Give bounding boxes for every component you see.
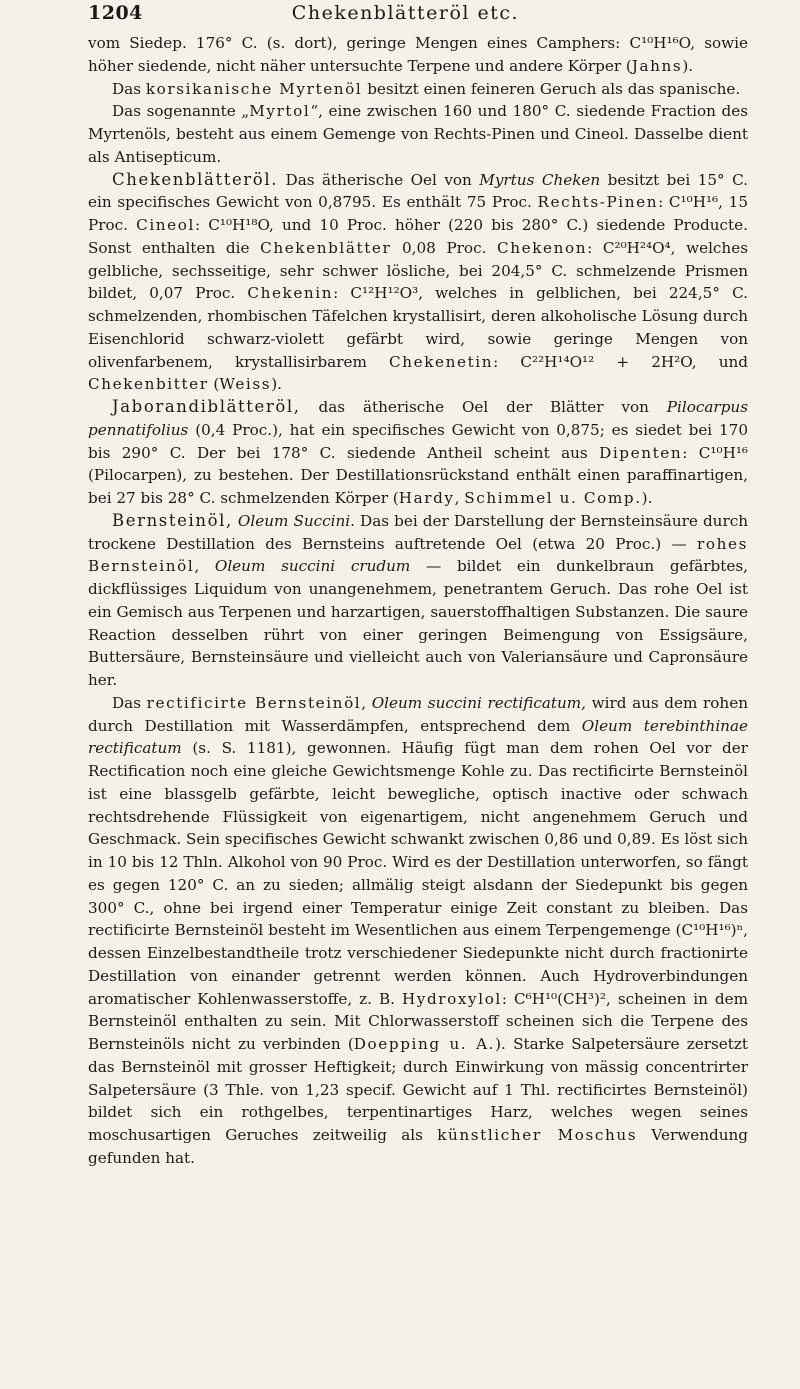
text-run: Das: [112, 79, 146, 98]
author-name: Jahns: [631, 56, 683, 75]
text-run: : C⁶H¹⁰(CH³)², scheinen in dem Bernsteinöl enthalten zu sein. Mit Chlorwasserstoff scheinen sich die Terpene des Bernsteinöls nicht zu verbinden (: [88, 989, 748, 1053]
text-run: (: [208, 375, 220, 394]
text-run: wird aus dem rohen durch Destillation mit Wasserdämpfen, entsprechend dem: [88, 693, 748, 735]
author-name: Hardy: [398, 489, 455, 507]
spaced-term: korsikanische Myrtenöl: [145, 79, 363, 98]
text-run: 0,08 Proc.: [391, 238, 498, 257]
spaced-term: rohes Bernsteinöl: [88, 534, 748, 576]
spaced-term: Chekenin: [247, 284, 334, 303]
text-run: ).: [641, 489, 653, 507]
text-run: Das: [112, 693, 147, 712]
page-header: [88, 2, 748, 32]
text-run: ,: [454, 489, 465, 507]
text-run: besitzt bei 15° C. ein specifisches Gewicht von 0,8795. Es enthält 75 Proc.: [88, 170, 748, 212]
text-run: : C²⁰H²⁴O⁴, welches gelbliche, sechsseitige, sehr schwer lösliche, bei 204,5° C. schmelzende Prismen bildet, 0,07 Proc.: [88, 238, 748, 303]
text-run: das ätherische Oel der Blätter von: [300, 398, 667, 416]
author-name: Schimmel u. Comp.: [464, 489, 642, 507]
latin-name: Oleum terebinthinae rectificatum: [88, 716, 749, 758]
page-number: 1204: [88, 2, 143, 24]
text-run: Das ätherische Oel von: [278, 170, 480, 189]
text-run: — bildet ein dunkelbraun gefärbtes, dickflüssiges Liquidum von unangenehmem, penetrantem Geruch. Das rohe Oel ist ein Gemisch aus Terpenen und harzartigen, sauerstoffhaltigen Substanzen. Die saure Reaction desselben rührt von einer geringen Beimengung von Essigsäure, Buttersäure, Bernsteinsäure und vielleicht auch von Valeriansäure und Capronsäure her.: [88, 557, 748, 689]
text-run: ,: [194, 557, 215, 576]
text-run: (0,4 Proc.), hat ein specifisches Gewicht von 0,875; es siedet bei 170 bis 290° C. Der bei 178° C. siedende Antheil scheint aus: [88, 420, 748, 462]
paragraph-myrtenoel-continued: [88, 32, 748, 78]
author-name: Doepping u. A.: [353, 1035, 496, 1053]
text-run: Das bei der Darstellung der Bernsteinsäure durch trockene Destillation des Bernsteins auftretende Oel (etwa 20 Proc.) —: [88, 511, 749, 553]
latin-name: Pilocarpus pennatifolius: [88, 398, 748, 439]
text-run: “, eine zwischen 160 und 180° C. siedende Fraction des Myrtenöls, besteht aus einem Gemenge von Rechts-Pinen und Cineol. Dasselbe dient als Antisepticum.: [88, 102, 749, 166]
spaced-term: Dipenten: [599, 443, 683, 462]
paragraph-rectificirtes-bernsteinoel: [88, 692, 748, 1170]
spaced-term: Chekenon: [497, 238, 588, 257]
text-run: ).: [271, 375, 282, 394]
text-run: Das sogenannte „: [112, 102, 250, 121]
running-title: Chekenblätteröl etc.: [291, 2, 520, 24]
text-run: : C¹⁰H¹⁶, 15 Proc.: [88, 193, 748, 234]
text-run: ,: [361, 693, 372, 712]
spaced-term: Rechts-Pinen: [537, 193, 659, 212]
text-run: Verwendung gefunden hat.: [88, 1126, 748, 1167]
text-run: ). Starke Salpetersäure zersetzt das Bernsteinöl mit grosser Heftigkeit; durch Einwirkung von mässig concentrirter Salpetersäure (3 Thle. von 1,23 specif. Gewicht auf 1 Thl. rectificirtes Bernsteinöl) bildet sich ein rothgelbes, terpentinartiges Harz, welches wegen seines moschusartigen Geruches zeitweilig als: [88, 1035, 748, 1144]
text-run: besitzt einen feineren Geruch als das spanische.: [362, 79, 741, 98]
text-run: : C¹²H¹²O³, welches in gelblichen, bei 224,5° C. schmelzenden, rhombischen Täfelchen krystallisirt, deren alkoholische Lösung durch Eisenchlorid schwarz-violett gefärbt wird, sowie geringe Mengen von olivenfarbenem, krystallisirbarem: [88, 284, 748, 371]
paragraph-myrtol: [88, 100, 748, 168]
spaced-term: Hydroxylol: [401, 989, 502, 1008]
text-run: vom Siedep. 176° C. (s. dort), geringe Mengen eines Camphers: C¹⁰H¹⁶O, sowie höher siedende, nicht näher untersuchte Terpene und andere Körper (: [88, 34, 748, 75]
latin-name: Myrtus Cheken: [479, 170, 601, 189]
spaced-term: Cineol: [136, 216, 195, 234]
spaced-term: künstlicher Moschus: [437, 1126, 638, 1144]
text-run: : C¹⁰H¹⁸O, und 10 Proc. höher (220 bis 280° C.) siedende Producte. Sonst enthalten die: [88, 216, 748, 257]
paragraph-jaborandiblaetteroel: [88, 396, 748, 510]
paragraph-chekenblaetteroel: [88, 169, 748, 397]
text-run: : C¹⁰H¹⁶ (Pilocarpen), zu bestehen. Der Destillationsrückstand enthält einen paraffinartigen, bei 27 bis 28° C. schmelzenden Körper (: [88, 443, 748, 507]
section-heading: Chekenblätteröl.: [112, 169, 279, 189]
section-heading: Bernsteinöl,: [112, 510, 233, 530]
latin-name: Oleum Succini.: [237, 511, 355, 530]
paragraph-bernsteinoel: [88, 510, 748, 692]
text-run: : C²²H¹⁴O¹² + 2H²O, und: [493, 352, 749, 371]
spaced-term: Chekenblätter: [260, 238, 392, 257]
page-body: [88, 32, 748, 1170]
spaced-term: Chekenbitter: [88, 375, 209, 394]
spaced-term: Myrtol: [249, 102, 311, 121]
spaced-term: rectificirte Bernsteinöl: [146, 693, 362, 712]
latin-name: Oleum succini rectificatum,: [371, 693, 587, 712]
latin-name: Oleum succini crudum: [214, 557, 411, 576]
text-run: (s. S. 1181), gewonnen. Häufig fügt man dem rohen Oel vor der Rectification noch eine gleiche Gewichtsmenge Kohle zu. Das rectificirte Bernsteinöl ist eine blassgelb gefärbte, leicht bewegliche, optisch inactive oder schwach rechtsdrehende Flüssigkeit von eigenartigem, nicht angenehmem Geruch und Geschmack. Sein specifisches Gewicht schwankt zwischen 0,86 und 0,89. Es löst sich in 10 bis 12 Thln. Alkohol von 90 Proc. Wird es der Destillation unterworfen, so fängt es gegen 120° C. an zu sieden; allmälig steigt alsdann der Siedepunkt bis gegen 300° C., ohne bei irgend einer Temperatur einige Zeit constant zu bleiben. Das rectificirte Bernsteinöl besteht im Wesentlichen aus einem Terpengemenge (C¹⁰H¹⁶)ⁿ, dessen Einzelbestandtheile trotz verschiedener Siedepunkte nicht durch fractionirte Destillation von einander getrennt werden können. Auch Hydroverbindungen aromatischer Kohlenwasserstoffe, z. B.: [88, 739, 748, 1008]
section-heading: Jaborandiblätteröl,: [112, 397, 301, 416]
spaced-term: Chekenetin: [389, 352, 494, 371]
paragraph-korsikanisches-myrtenoel: [88, 78, 748, 101]
text-run: ).: [682, 56, 694, 75]
author-name: Weiss: [219, 375, 272, 394]
